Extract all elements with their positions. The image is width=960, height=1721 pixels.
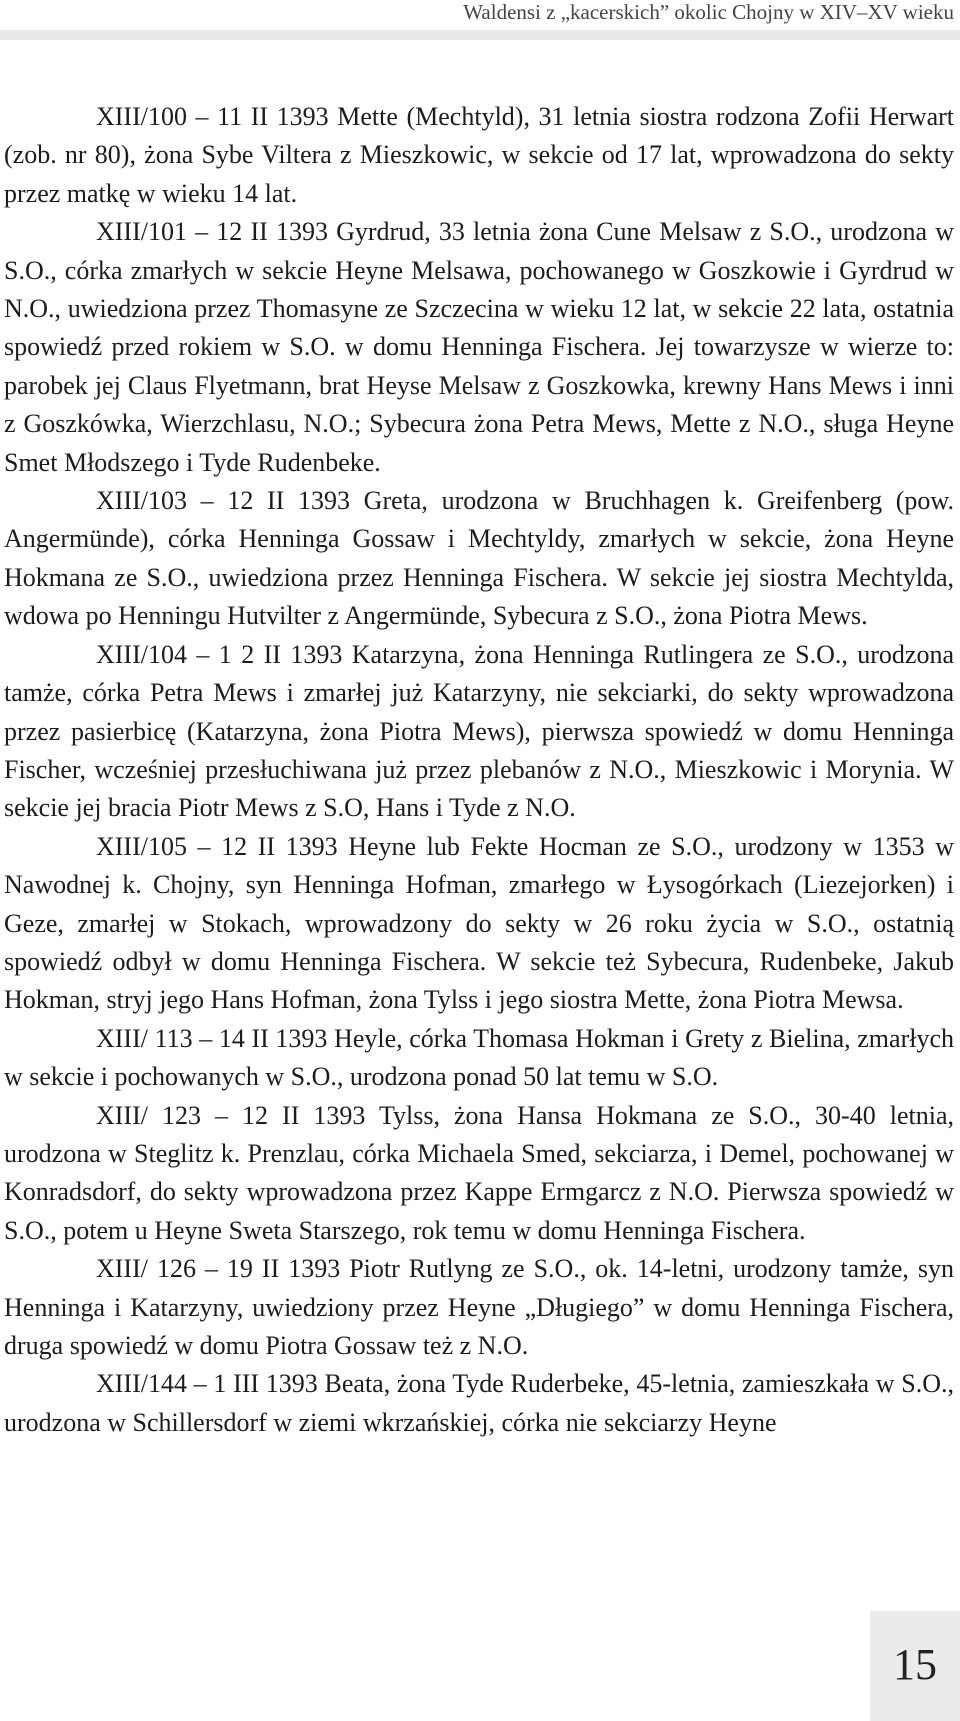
- header-rule: [0, 30, 960, 40]
- entry-paragraph: XIII/104 – 1 2 II 1393 Katarzyna, żona Henninga Rutlingera ze S.O., urodzona tamże, córka Petra Mews i zmarłej już Katarzyny, nie sekciarki, do sekty wprowadzona przez pasierbicę (Katarzyna, żona Piotra Mews), pierwsza spowiedź w domu Henninga Fischer, wcześniej przesłuchiwana już przez plebanów z N.O., Mieszkowic i Morynia. W sekcie jej bracia Piotr Mews z S.O, Hans i Tyde z N.O.: [4, 639, 954, 823]
- entry-paragraph: XIII/103 – 12 II 1393 Greta, urodzona w Bruchhagen k. Greifenberg (pow. Angermünde), córka Henninga Gossaw i Mechtyldy, zmarłych w sekcie, żona Heyne Hokmana ze S.O., uwiedziona przez Henninga Fischera. W sekcie jej siostra Mechtylda, wdowa po Henningu Hutvilter z Angermünde, Sybecura z S.O., żona Piotra Mews.: [4, 486, 954, 631]
- entry-paragraph: XIII/100 – 11 II 1393 Mette (Mechtyld), 31 letnia siostra rodzona Zofii Herwart (zob. nr 80), żona Sybe Viltera z Mieszkowic, w sekcie od 17 lat, wprowadzona do sekty przez matkę w wieku 14 lat.: [4, 102, 954, 208]
- entry-paragraph: XIII/144 – 1 III 1393 Beata, żona Tyde Ruderbeke, 45-letnia, zamieszkała w S.O., urodzona w Schillersdorf w ziemi wkrzańskiej, córka nie sekciarzy Heyne: [4, 1369, 954, 1437]
- entry-paragraph: XIII/ 113 – 14 II 1393 Heyle, córka Thomasa Hokman i Grety z Bielina, zmarłych w sekcie i pochowanych w S.O., urodzona ponad 50 lat temu w S.O.: [4, 1023, 954, 1092]
- entry-paragraph: XIII/101 – 12 II 1393 Gyrdrud, 33 letnia żona Cune Melsaw z S.O., urodzona w S.O., córka zmarłych w sekcie Heyne Melsawa, pochowanego w Goszkowie i Gyrdrud w N.O., uwiedziona przez Thomasyne ze Szczecina w wieku 12 lat, w sekcie 22 lata, ostatnia spowiedź przed rokiem w S.O. w domu Henninga Fischera. Jej towarzysze w wierze to: parobek jej Claus Flyetmann, brat Heyse Melsaw z Goszkowka, krewny Hans Mews i inni z Goszkówka, Wierzchlasu, N.O.; Sybecura żona Petra Mews, Mette z N.O., sługa Heyne Smet Młodszego i Tyde Rudenbeke.: [4, 217, 954, 477]
- entry-paragraph: XIII/ 126 – 19 II 1393 Piotr Rutlyng ze S.O., ok. 14-letni, urodzony tamże, syn Henninga i Katarzyny, uwiedziony przez Heyne „Długiego” w domu Henninga Fischera, druga spowiedź w domu Piotra Gossaw też z N.O.: [4, 1254, 954, 1360]
- entry-paragraph: XIII/ 123 – 12 II 1393 Tylss, żona Hansa Hokmana ze S.O., 30-40 letnia, urodzona w Steglitz k. Prenzlau, córka Michaela Smed, sekciarza, i Demel, pochowanej w Konradsdorf, do sekty wprowadzona przez Kappe Ermgarcz z N.O. Pierwsza spowiedź w S.O., potem u Heyne Sweta Starszego, rok temu w domu Henninga Fischera.: [4, 1100, 954, 1245]
- running-header: [0, 0, 960, 42]
- entry-paragraph: XIII/105 – 12 II 1393 Heyne lub Fekte Hocman ze S.O., urodzony w 1353 w Nawodnej k. Chojny, syn Henninga Hofman, zmarłego w Łysogórkach (Liezejorken) i Geze, zmarłej w Stokach, wprowadzony do sekty w 26 roku życia w S.O., ostatnią spowiedź odbył w domu Henninga Fischera. W sekcie też Sybecura, Rudenbeke, Jakub Hokman, stryj jego Hans Hofman, żona Tylss i jego siostra Mette, żona Piotra Mewsa.: [4, 831, 954, 1015]
- page-number-box: [870, 1611, 960, 1721]
- page-number: 15: [893, 1640, 937, 1689]
- body-text: [4, 98, 954, 1442]
- running-title: Waldensi z „kacerskich” okolic Chojny w XIV–XV wieku: [463, 0, 954, 24]
